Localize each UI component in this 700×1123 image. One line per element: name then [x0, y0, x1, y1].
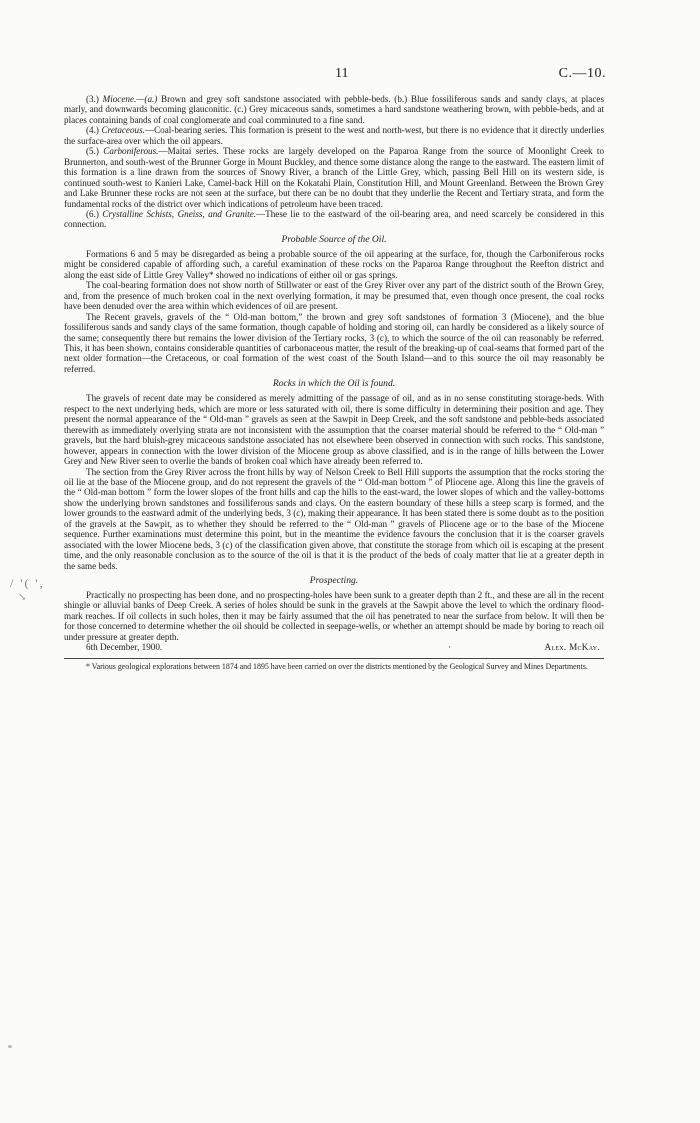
footnote-text: * Various geological explorations between 1874 and 1895 have been carried on over the districts mentioned by the Geological Survey and Mines Departments.: [86, 662, 588, 672]
paragraph-source-2: The coal-bearing formation does not show north of Stillwater or east of the Grey River over any part of the district south of the Brown Grey, and, from the presence of much broken coal in the next overlying formation, it may be presumed that, even though once present, the coal rocks have been denuded over the area within which evidences of oil are present.: [64, 280, 604, 312]
document-reference: C.—10.: [558, 66, 606, 81]
paragraph-rocks-2: The section from the Grey River across the front hills by way of Nelson Creek to Bell Hill supports the assumption that the rocks storing the oil lie at the base of the Miocene group, and do not represent the gravels of the “ Old-man bottom ” of Pliocene age. Along this line the gravels of the “ Old-man bottom ” form the lower slopes of the front hills and cap the hills to the east-ward, the lower slopes of which and the valley-bottoms show the underlying brown sandstones and fossiliferous sands and clays. On the eastern boundary of these hills a steep scarp is formed, and the lower grounds to the eastward admit of the underlying beds, 3 (c), making their appearance. It has been stated there is some doubt as to the position of the gravels at the Sawpit, as to whether they should be referred to the “ Old-man ” gravels of Pliocene age or to the base of the Miocene sequence. Further examinations must determine this point, but in the meantime the evidence favours the conclusion that it is the coarser gravels associated with the lower Miocene beds, 3 (c) of the classification given above, that constitute the storage from which oil is escaping at the present time, and the only reasonable conclusion as to the source of the oil is that it is the product of the beds of coaly matter that lie at a greater depth in the same beds.: [64, 466, 604, 571]
paragraph-crystalline: (6.) Crystalline Schists, Gneiss, and Granite.—These lie to the eastward of the oil-bearing area, and need scarcely be considered in this connection.: [64, 208, 604, 230]
signature-date: 6th December, 1900.: [86, 642, 163, 653]
paragraph-source-1: Formations 6 and 5 may be disregarded as being a probable source of the oil appearing at the surface, for, though the Carboniferous rocks might be considered capable of affording such, a careful examination of these rocks on the Paparoa Range throughout the Reefton district and along the east side of Little Grey Valley* showed no indications of either oil or gas springs.: [64, 248, 604, 280]
paragraph-carboniferous: (5.) Carboniferous.—Maitai series. These rocks are largely developed on the Paparoa Range from the source of Moonlight Creek to Brunnerton, and south-west of the Brunner Gorge in Mount Buckley, and thence some distance along the range to the eastward. The eastern limit of this formation is a line drawn from the sources of Snowy River, a branch of the Little Grey, which, passing Bell Hill on its western side, is continued south-west to Kanieri Lake, Camel-back Hill on the Kokatahi Plain, Constitution Hill, and Mount Greenland. Between the Brown Grey and Lake Brunner these rocks are not seen at the surface, but there can be no doubt that they underlie the Recent and Tertiary strata, and form the fundamental rocks of the district over which indications of petroleum have been traced.: [64, 146, 605, 209]
paragraph-rocks-1: The gravels of recent date may be considered as merely admitting of the passage of oil, and as in no sense constituting storage-beds. With respect to the next underlying beds, which are more or less saturated with oil, there is some difficulty in determining their position and age. They present the normal appearance of the “ Old-man ” gravels as seen at the Sawpit in Deep Creek, and the soft sandstone and pebble-beds associated therewith as immediately overlying strata are not inconsistent with the assumption that the coarser material should be referred to the “ Old-man ” gravels, but the hard bluish-grey micaceous sandstone associated has not elsewhere been observed in connection with such rocks. This sandstone, however, appears in connection with the lower division of the Miocene group as above classified, and is in the range of hills between the Lower Grey and New River seen to overlie the bands of broken coal which have already been referred to.: [64, 393, 604, 467]
paragraph-source-3: The Recent gravels, gravels of the “ Old-man bottom,” the brown and grey soft sandstones of formation 3 (Miocene), and the blue fossiliferous sands and sandy clays of the same formation, though capable of holding and storing oil, can hardly be considered as a likely source of the same; consequently there but remains the lower division of the Tertiary rocks, 3 (c), to which the source of the oil can reasonably be referred. This, it has been shown, contains considerable quantities of carbonaceous matter, the result of the breaking-up of coal-seams that formed part of the next older formation—the Cretaceous, or coal formation of the west coast of the South Island—and to this source the oil may reasonably be referred.: [64, 311, 604, 374]
page-number: 11: [335, 66, 349, 81]
margin-arrow-mark: ↘: [18, 592, 27, 603]
signature-line: [64, 642, 604, 653]
paragraph-prospecting: Practically no prospecting has been done, and no prospecting-holes have been sunk to a greater depth than 2 ft., and these are all in the recent shingle or alluvial banks of Deep Creek. A series of holes should be sunk in the gravels at the Sawpit above the level to which the ordinary flood-mark reaches. If oil collects in such holes, then it may be fairly assumed that the oil has penetrated to near the surface from below. It will then be for those concerned to determine whether the oil should be collected in seepage-wells, or whether an attempt should be made by boring to reach oil under pressure at greater depth.: [64, 590, 604, 642]
margin-pencil-mark: / '( ',: [10, 576, 45, 590]
signature-dot: ·: [448, 642, 452, 653]
heading-probable-source: Probable Source of the Oil.: [281, 233, 387, 245]
paragraph-miocene: (3.) Miocene.—(a.) Brown and grey soft sandstone associated with pebble-beds. (b.) Blue fossiliferous sands and sandy clays, at places marly, and downwards becoming glauconitic. (c.) Grey micaceous sands, sometimes a hard sandstone weathering brown, with pebble-beds, and at places containing bands of coal conglomerate and coal comminuted to a fine sand.: [64, 94, 605, 125]
document-body: [64, 94, 604, 653]
signature-name: Alex. McKay.: [544, 642, 600, 653]
footnote-rule: [64, 658, 604, 659]
document-page: [64, 66, 604, 672]
page-speck: [8, 1045, 12, 1048]
heading-prospecting: Prospecting.: [309, 575, 359, 587]
footnote: [64, 662, 604, 672]
page-header: [64, 66, 604, 88]
heading-rocks-found: Rocks in which the Oil is found.: [272, 378, 396, 390]
paragraph-cretaceous: (4.) Cretaceous.—Coal-bearing series. This formation is present to the west and north-west, but there is no evidence that it directly underlies the surface-area over which the oil appears.: [64, 125, 604, 146]
